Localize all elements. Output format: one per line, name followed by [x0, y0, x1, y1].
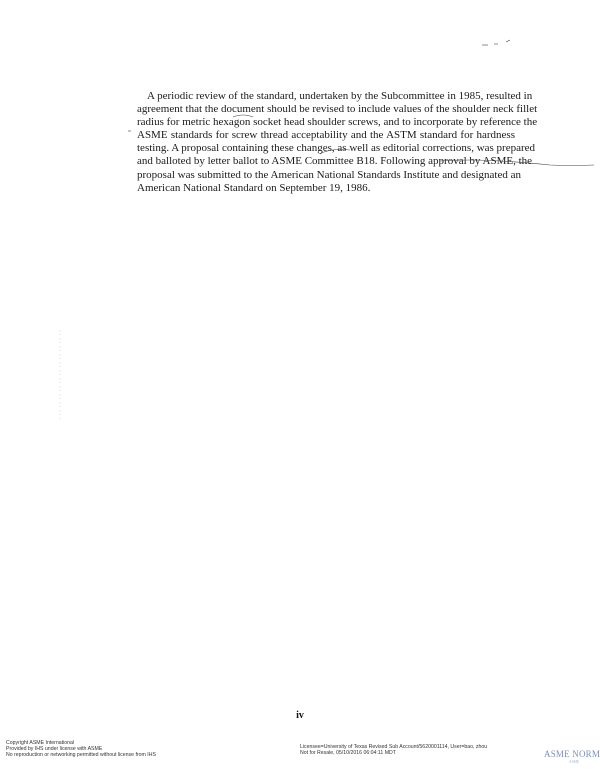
footer-copyright	[6, 740, 156, 758]
paragraph-line: American National Standard on September 19, 1986.	[137, 181, 371, 194]
asme-norm-logo	[544, 749, 600, 767]
paragraph-line: ASME standards for screw thread acceptability and the ASTM standard for hardness	[137, 129, 515, 142]
scan-mark	[233, 115, 253, 117]
footer-line: No reproduction or networking permitted without license from IHS	[6, 752, 156, 758]
footer-line: Licensee=University of Texas Revised Sub Account/5620001114, User=bao, zhou	[300, 744, 488, 750]
footer-line: Not for Resale, 05/10/2016 06:04:11 MDT	[300, 750, 396, 756]
logo-text: ASME NORM	[544, 749, 600, 759]
scan-mark	[506, 40, 510, 42]
paragraph-line: testing. A proposal containing these changes, as well as editorial corrections, was prepared	[137, 142, 536, 155]
paragraph-line: proposal was submitted to the American National Standards Institute and designated an	[137, 168, 521, 181]
paragraph-line: and balloted by letter ballot to ASME Committee B18. Following approval by ASME, the	[137, 155, 533, 168]
scan-mark	[440, 160, 594, 166]
page-number: iv	[296, 710, 304, 721]
paragraph-line: agreement that the document should be revised to include values of the shoulder neck fillet	[137, 103, 538, 116]
paragraph-line: radius for metric hexagon socket head shoulder screws, and to incorporate by reference the	[137, 116, 538, 129]
footer-line: Provided by IHS under license with ASME	[6, 746, 103, 752]
paragraph-line: A periodic review of the standard, undertaken by the Subcommittee in 1985, resulted in	[147, 90, 533, 102]
logo-subtext: ASME	[569, 760, 579, 764]
footer-line: Copyright ASME International	[6, 740, 75, 746]
footer-license	[300, 744, 487, 756]
scan-mark	[320, 150, 350, 155]
